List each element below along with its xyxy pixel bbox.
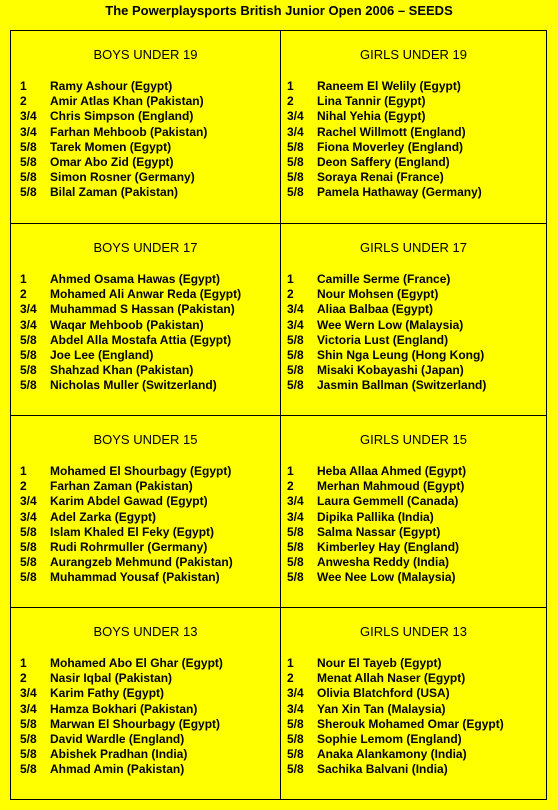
category-section xyxy=(11,31,281,224)
seed-row xyxy=(11,656,280,671)
seed-row xyxy=(11,287,280,302)
player-name: Olivia Blatchford (USA) xyxy=(317,686,450,701)
player-name: Heba Allaa Ahmed (Egypt) xyxy=(317,464,467,478)
seed-row xyxy=(281,540,546,555)
category-section xyxy=(281,416,546,608)
seed-row xyxy=(11,79,280,94)
seed-row xyxy=(11,363,280,378)
seed-number: 2 xyxy=(287,671,294,686)
player-name: Soraya Renai (France) xyxy=(317,170,444,185)
seed-number: 3/4 xyxy=(20,124,37,139)
player-name: Wee Nee Low (Malaysia) xyxy=(317,570,456,585)
player-name: Adel Zarka (Egypt) xyxy=(50,509,157,524)
seed-number: 5/8 xyxy=(20,555,37,570)
seed-number: 5/8 xyxy=(287,378,304,393)
seed-row xyxy=(11,140,280,155)
player-name: Farhan Mehboob (Pakistan) xyxy=(50,124,208,139)
player-name: Omar Abo Zid (Egypt) xyxy=(50,155,174,170)
player-name: Anwesha Reddy (India) xyxy=(317,555,450,570)
player-name: David Wardle (England) xyxy=(50,732,185,747)
seed-row xyxy=(281,109,546,124)
seed-row xyxy=(11,125,280,140)
player-name: Mohamed Ali Anwar Reda (Egypt) xyxy=(50,287,242,302)
seed-row xyxy=(281,79,546,94)
player-name: Camille Serme (France) xyxy=(317,272,451,286)
seed-number: 5/8 xyxy=(287,762,304,777)
player-name: Wee Wern Low (Malaysia) xyxy=(317,317,464,332)
seed-row xyxy=(11,555,280,570)
seed-list xyxy=(11,79,280,201)
seed-number: 2 xyxy=(20,287,27,302)
player-name: Ahmed Osama Hawas (Egypt) xyxy=(50,272,221,286)
seed-row xyxy=(281,656,546,671)
seed-row xyxy=(281,686,546,701)
seed-row xyxy=(281,333,546,348)
seed-row xyxy=(11,686,280,701)
seed-number: 1 xyxy=(287,79,294,93)
player-name: Simon Rosner (Germany) xyxy=(50,170,195,185)
seed-row xyxy=(11,378,280,393)
seed-number: 5/8 xyxy=(287,747,304,762)
player-name: Chris Simpson (England) xyxy=(50,109,194,124)
category-heading: BOYS UNDER 17 xyxy=(93,240,198,255)
category-section xyxy=(281,31,546,224)
seed-number: 5/8 xyxy=(20,732,37,747)
player-name: Aliaa Balbaa (Egypt) xyxy=(317,302,434,317)
seed-number: 3/4 xyxy=(20,509,37,524)
seed-row xyxy=(281,732,546,747)
seed-number: 5/8 xyxy=(287,732,304,747)
seed-row xyxy=(11,318,280,333)
seed-number: 5/8 xyxy=(287,348,304,363)
player-name: Muhammad Yousaf (Pakistan) xyxy=(50,570,220,585)
player-name: Tarek Momen (Egypt) xyxy=(50,139,172,154)
seed-number: 5/8 xyxy=(287,139,304,154)
player-name: Mohamed Abo El Ghar (Egypt) xyxy=(50,656,223,670)
seed-row xyxy=(281,302,546,317)
seed-number: 5/8 xyxy=(287,155,304,170)
seed-number: 5/8 xyxy=(20,348,37,363)
seed-number: 1 xyxy=(20,79,27,93)
seed-number: 5/8 xyxy=(20,747,37,762)
category-section xyxy=(281,608,546,799)
player-name: Misaki Kobayashi (Japan) xyxy=(317,363,464,378)
seed-number: 5/8 xyxy=(20,185,37,200)
seed-row xyxy=(281,702,546,717)
seed-row xyxy=(11,762,280,777)
player-name: Yan Xin Tan (Malaysia) xyxy=(317,701,446,716)
seed-row xyxy=(11,302,280,317)
seed-row xyxy=(281,287,546,302)
player-name: Jasmin Ballman (Switzerland) xyxy=(317,378,487,393)
category-section xyxy=(11,416,281,608)
seed-row xyxy=(281,185,546,200)
player-name: Karim Fathy (Egypt) xyxy=(50,686,165,701)
seed-number: 2 xyxy=(287,479,294,494)
seed-row xyxy=(281,464,546,479)
seed-row xyxy=(11,479,280,494)
player-name: Farhan Zaman (Pakistan) xyxy=(50,479,193,494)
seed-list xyxy=(281,79,546,201)
seed-row xyxy=(281,125,546,140)
seed-row xyxy=(11,494,280,509)
seed-row xyxy=(11,540,280,555)
seed-number: 1 xyxy=(287,464,294,478)
seed-number: 1 xyxy=(20,656,27,670)
seed-row xyxy=(11,510,280,525)
seed-number: 2 xyxy=(287,287,294,302)
category-heading: GIRLS UNDER 13 xyxy=(360,624,467,639)
seed-number: 1 xyxy=(20,272,27,286)
seed-number: 3/4 xyxy=(287,686,304,701)
category-heading: BOYS UNDER 19 xyxy=(93,47,198,62)
seed-row xyxy=(281,170,546,185)
seed-row xyxy=(281,479,546,494)
seed-number: 5/8 xyxy=(20,170,37,185)
seed-number: 3/4 xyxy=(287,124,304,139)
seed-list xyxy=(281,272,546,394)
player-name: Menat Allah Naser (Egypt) xyxy=(317,671,466,686)
player-name: Shin Nga Leung (Hong Kong) xyxy=(317,348,485,363)
seed-row xyxy=(281,717,546,732)
seed-number: 5/8 xyxy=(20,716,37,731)
seed-number: 3/4 xyxy=(20,686,37,701)
seed-row xyxy=(11,170,280,185)
seed-number: 3/4 xyxy=(20,317,37,332)
seed-number: 5/8 xyxy=(287,524,304,539)
seed-row xyxy=(281,510,546,525)
player-name: Abishek Pradhan (India) xyxy=(50,747,188,762)
seed-number: 1 xyxy=(287,272,294,286)
seed-list xyxy=(11,464,280,586)
category-section xyxy=(11,224,281,416)
seed-row xyxy=(11,185,280,200)
player-name: Sachika Balvani (India) xyxy=(317,762,448,777)
seed-number: 3/4 xyxy=(20,494,37,509)
player-name: Ahmad Amin (Pakistan) xyxy=(50,762,185,777)
seed-row xyxy=(11,333,280,348)
seed-number: 5/8 xyxy=(20,378,37,393)
player-name: Victoria Lust (England) xyxy=(317,332,449,347)
seed-number: 3/4 xyxy=(287,302,304,317)
player-name: Nour Mohsen (Egypt) xyxy=(317,287,439,302)
player-name: Salma Nassar (Egypt) xyxy=(317,524,441,539)
player-name: Deon Saffery (England) xyxy=(317,155,450,170)
seed-row xyxy=(281,747,546,762)
player-name: Marwan El Shourbagy (Egypt) xyxy=(50,716,221,731)
seed-row xyxy=(281,525,546,540)
seed-number: 5/8 xyxy=(287,170,304,185)
player-name: Merhan Mahmoud (Egypt) xyxy=(317,479,465,494)
category-heading: GIRLS UNDER 15 xyxy=(360,432,467,447)
seed-number: 3/4 xyxy=(20,701,37,716)
seed-row xyxy=(11,717,280,732)
seed-list xyxy=(281,464,546,586)
player-name: Karim Abdel Gawad (Egypt) xyxy=(50,494,208,509)
player-name: Ramy Ashour (Egypt) xyxy=(50,79,173,93)
seed-row xyxy=(11,109,280,124)
seed-row xyxy=(281,378,546,393)
seed-row xyxy=(11,747,280,762)
seed-row xyxy=(281,272,546,287)
seed-row xyxy=(281,494,546,509)
seed-row xyxy=(11,732,280,747)
seed-number: 3/4 xyxy=(20,302,37,317)
seed-number: 3/4 xyxy=(287,701,304,716)
seed-list xyxy=(11,656,280,778)
category-heading: BOYS UNDER 13 xyxy=(93,624,198,639)
seed-row xyxy=(11,464,280,479)
seed-number: 5/8 xyxy=(20,762,37,777)
seed-number: 3/4 xyxy=(20,109,37,124)
seed-number: 5/8 xyxy=(287,185,304,200)
player-name: Aurangzeb Mehmund (Pakistan) xyxy=(50,555,233,570)
player-name: Joe Lee (England) xyxy=(50,348,154,363)
seed-number: 1 xyxy=(287,656,294,670)
seed-row xyxy=(11,348,280,363)
seed-number: 5/8 xyxy=(20,524,37,539)
player-name: Amir Atlas Khan (Pakistan) xyxy=(50,94,204,109)
player-name: Mohamed El Shourbagy (Egypt) xyxy=(50,464,232,478)
player-name: Waqar Mehboob (Pakistan) xyxy=(50,317,204,332)
player-name: Rudi Rohrmuller (Germany) xyxy=(50,540,208,555)
document-title: The Powerplaysports British Junior Open 2006 – SEEDS xyxy=(105,3,453,18)
seed-number: 3/4 xyxy=(287,509,304,524)
seed-row xyxy=(11,155,280,170)
player-name: Abdel Alla Mostafa Attia (Egypt) xyxy=(50,332,232,347)
seed-number: 5/8 xyxy=(20,363,37,378)
seed-number: 1 xyxy=(20,464,27,478)
player-name: Nasir Iqbal (Pakistan) xyxy=(50,671,173,686)
player-name: Raneem El Welily (Egypt) xyxy=(317,79,461,93)
seed-row xyxy=(11,702,280,717)
seed-number: 2 xyxy=(20,479,27,494)
category-section xyxy=(281,224,546,416)
seed-number: 2 xyxy=(20,94,27,109)
seed-number: 5/8 xyxy=(287,555,304,570)
player-name: Nicholas Muller (Switzerland) xyxy=(50,378,217,393)
player-name: Dipika Pallika (India) xyxy=(317,509,434,524)
seed-list xyxy=(281,656,546,778)
seed-row xyxy=(281,762,546,777)
seed-row xyxy=(281,570,546,585)
seed-number: 5/8 xyxy=(287,570,304,585)
player-name: Nour El Tayeb (Egypt) xyxy=(317,656,442,670)
player-name: Pamela Hathaway (Germany) xyxy=(317,185,482,200)
seed-number: 5/8 xyxy=(287,332,304,347)
seed-row xyxy=(11,671,280,686)
seed-number: 3/4 xyxy=(287,317,304,332)
seed-number: 3/4 xyxy=(287,109,304,124)
seed-row xyxy=(281,348,546,363)
seed-row xyxy=(281,140,546,155)
player-name: Nihal Yehia (Egypt) xyxy=(317,109,426,124)
seed-row xyxy=(11,272,280,287)
player-name: Lina Tannir (Egypt) xyxy=(317,94,426,109)
seed-number: 2 xyxy=(20,671,27,686)
player-name: Hamza Bokhari (Pakistan) xyxy=(50,701,198,716)
category-heading: GIRLS UNDER 19 xyxy=(360,47,467,62)
seed-number: 5/8 xyxy=(20,540,37,555)
seed-number: 5/8 xyxy=(287,540,304,555)
seed-number: 5/8 xyxy=(20,332,37,347)
player-name: Shahzad Khan (Pakistan) xyxy=(50,363,194,378)
seed-number: 5/8 xyxy=(20,155,37,170)
player-name: Sherouk Mohamed Omar (Egypt) xyxy=(317,716,504,731)
seed-row xyxy=(281,671,546,686)
seed-row xyxy=(11,570,280,585)
seed-number: 5/8 xyxy=(20,570,37,585)
category-heading: GIRLS UNDER 17 xyxy=(360,240,467,255)
seed-row xyxy=(281,318,546,333)
player-name: Rachel Willmott (England) xyxy=(317,124,466,139)
seed-number: 2 xyxy=(287,94,294,109)
player-name: Muhammad S Hassan (Pakistan) xyxy=(50,302,235,317)
player-name: Laura Gemmell (Canada) xyxy=(317,494,459,509)
seed-number: 3/4 xyxy=(287,494,304,509)
player-name: Sophie Lemom (England) xyxy=(317,732,462,747)
player-name: Islam Khaled El Feky (Egypt) xyxy=(50,524,215,539)
player-name: Bilal Zaman (Pakistan) xyxy=(50,185,179,200)
seed-number: 5/8 xyxy=(20,139,37,154)
seed-number: 5/8 xyxy=(287,363,304,378)
seed-row xyxy=(11,525,280,540)
player-name: Kimberley Hay (England) xyxy=(317,540,460,555)
player-name: Fiona Moverley (England) xyxy=(317,139,464,154)
seed-row xyxy=(11,94,280,109)
player-name: Anaka Alankamony (India) xyxy=(317,747,467,762)
seed-list xyxy=(11,272,280,394)
seeds-table xyxy=(10,30,547,800)
seed-number: 5/8 xyxy=(287,716,304,731)
seed-row xyxy=(281,94,546,109)
seed-row xyxy=(281,363,546,378)
category-section xyxy=(11,608,281,799)
category-heading: BOYS UNDER 15 xyxy=(93,432,198,447)
seed-row xyxy=(281,155,546,170)
seed-row xyxy=(281,555,546,570)
